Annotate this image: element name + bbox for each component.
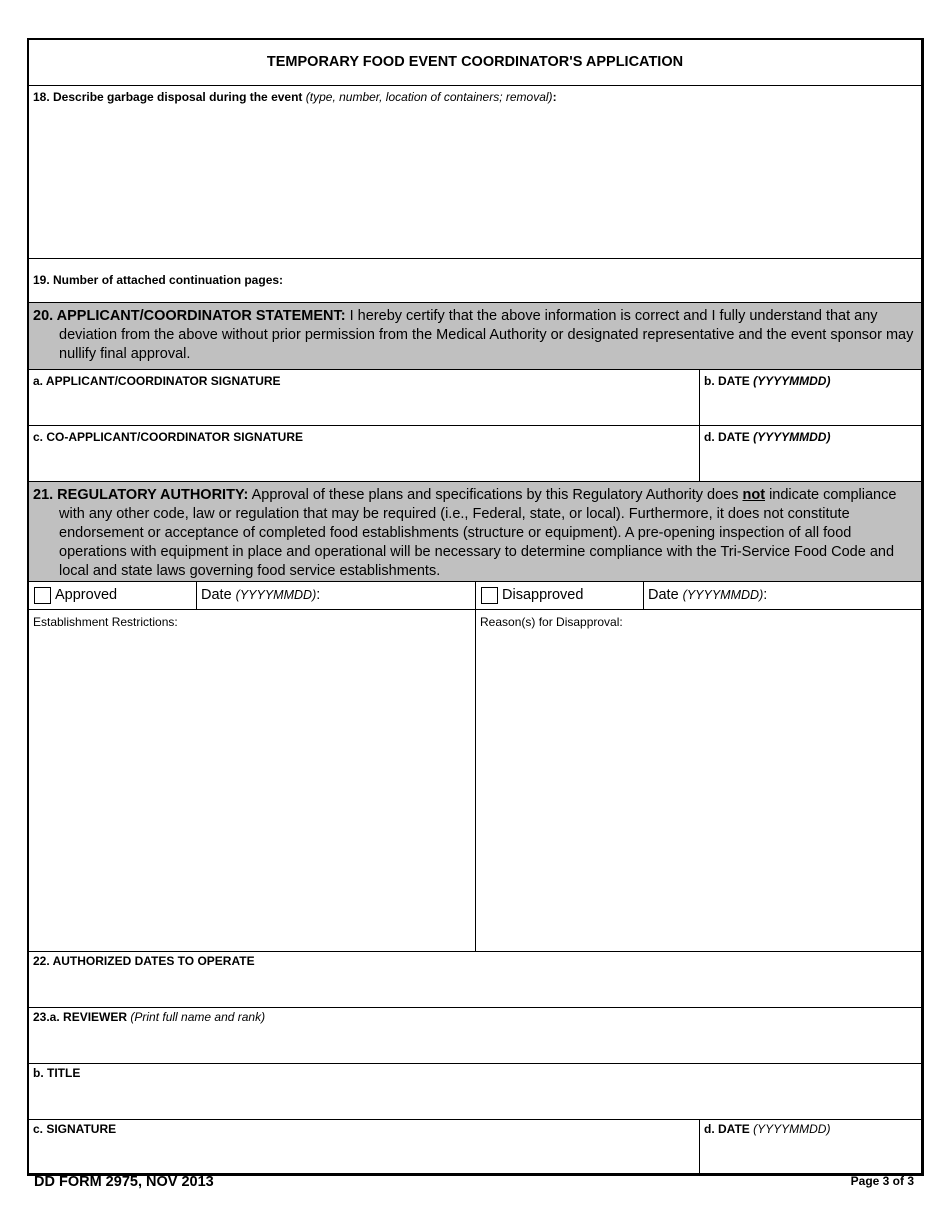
item20a-label: a. APPLICANT/COORDINATOR SIGNATURE xyxy=(33,374,281,388)
applicant-signature-field[interactable] xyxy=(29,370,699,425)
item19-field[interactable] xyxy=(29,259,921,303)
reviewer-date-field[interactable] xyxy=(700,1120,921,1173)
reviewer-signature-field[interactable] xyxy=(29,1120,699,1173)
co-applicant-date-field[interactable] xyxy=(700,426,921,481)
page-number: Page 3 of 3 xyxy=(850,1174,914,1188)
item19-label: 19. Number of attached continuation pages: xyxy=(33,273,284,287)
item23b-label: b. TITLE xyxy=(33,1066,81,1080)
item20d-label: d. DATE (YYYYMMDD) xyxy=(704,430,831,444)
approved-label: Approved xyxy=(55,587,118,603)
disapproved-checkbox[interactable] xyxy=(481,587,498,604)
form-title: TEMPORARY FOOD EVENT COORDINATOR'S APPLICATION xyxy=(266,54,684,70)
item20-cd-row xyxy=(29,426,921,482)
item20-statement xyxy=(29,303,921,370)
approved-date-field[interactable]: Date (YYYYMMDD): xyxy=(201,587,321,603)
reviewer-name-field[interactable] xyxy=(29,1008,921,1064)
item23-cd-row xyxy=(29,1120,921,1173)
divider xyxy=(643,582,644,609)
item20-ab-row xyxy=(29,370,921,426)
approved-checkbox[interactable] xyxy=(34,587,51,604)
disapproved-label: Disapproved xyxy=(502,587,584,603)
establishment-restrictions-field[interactable] xyxy=(29,610,475,951)
co-applicant-signature-field[interactable] xyxy=(29,426,699,481)
item18-label: 18. Describe garbage disposal during the event (type, number, location of containers; removal): xyxy=(33,90,557,104)
applicant-date-field[interactable] xyxy=(700,370,921,425)
item23c-label: c. SIGNATURE xyxy=(33,1122,117,1136)
disapproved-date-field[interactable]: Date (YYYYMMDD): xyxy=(648,587,768,603)
item21-statement-text: 21. REGULATORY AUTHORITY: Approval of these plans and specifications by this Regulatory Authority does not indicate compliance with any other code, law or regulation that may be required (i.e., Federal, state, or local). Furthermore, it does not constitute endorsement or acceptance of completed food establishments (structure or equipment). A pre-opening inspection of all food operations with equipment in place and operational will be necessary to determine compliance with the Tri-Service Food Code and local and state laws governing food service establishments. xyxy=(33,487,897,579)
reviewer-title-field[interactable] xyxy=(29,1064,921,1120)
item20b-label: b. DATE (YYYYMMDD) xyxy=(704,374,831,388)
title-row xyxy=(29,40,921,86)
item21-notes-row xyxy=(29,610,921,952)
item20-statement-text: 20. APPLICANT/COORDINATOR STATEMENT: I hereby certify that the above information is correct and I fully understand that any deviation from the above without prior permission from the Medical Authority or designated representative and the event sponsor may nullify final approval. xyxy=(33,308,914,362)
restrictions-label: Establishment Restrictions: xyxy=(33,615,178,629)
item22-field[interactable] xyxy=(29,952,921,1008)
item21-decision-row xyxy=(29,582,921,610)
item23a-label: 23.a. REVIEWER (Print full name and rank) xyxy=(33,1010,266,1024)
divider xyxy=(196,582,197,609)
disapproval-reasons-field[interactable] xyxy=(476,610,921,951)
divider xyxy=(475,582,476,609)
item20c-label: c. CO-APPLICANT/COORDINATOR SIGNATURE xyxy=(33,430,304,444)
form-page xyxy=(27,38,924,1176)
form-number: DD FORM 2975, NOV 2013 xyxy=(34,1174,214,1190)
item21-statement xyxy=(29,482,921,582)
item18-field[interactable] xyxy=(29,86,921,259)
item22-label: 22. AUTHORIZED DATES TO OPERATE xyxy=(33,954,255,968)
item23d-label: d. DATE (YYYYMMDD) xyxy=(704,1122,831,1136)
reasons-label: Reason(s) for Disapproval: xyxy=(480,615,623,629)
